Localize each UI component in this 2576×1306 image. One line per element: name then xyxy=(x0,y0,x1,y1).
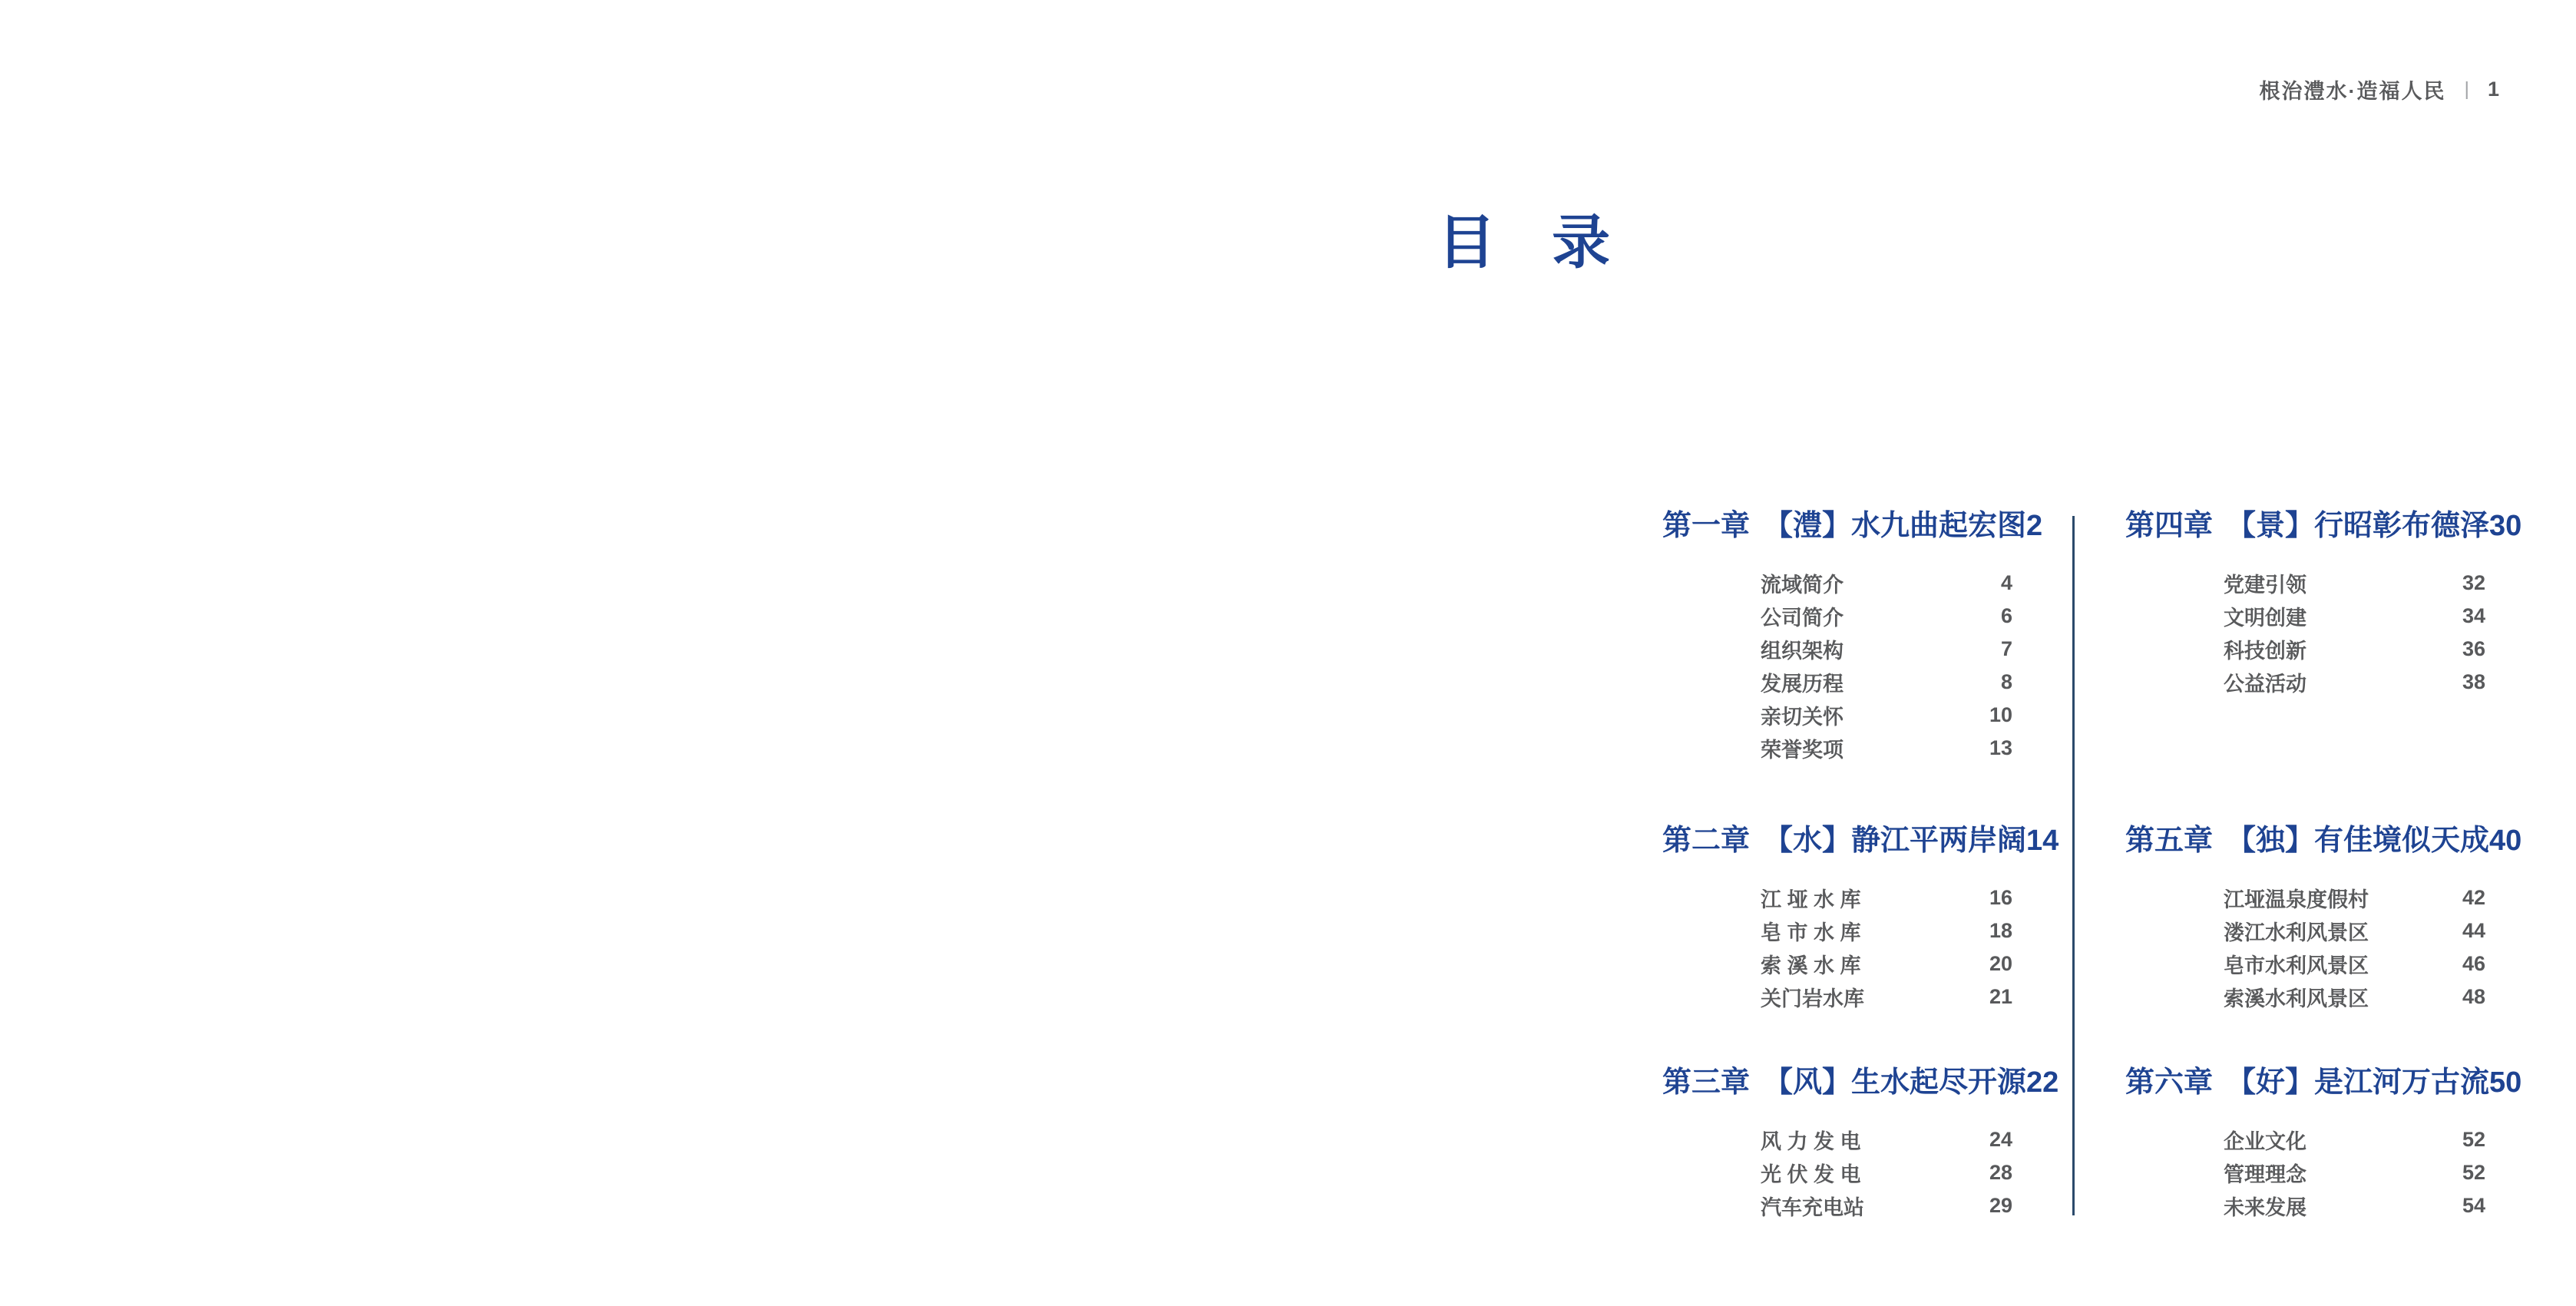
toc-item[interactable] xyxy=(1761,1123,2012,1156)
toc-item-page: 32 xyxy=(2462,571,2485,594)
toc-item-label: 索溪水利风景区 xyxy=(2224,987,2369,1010)
chapter-title: 【好】是江河万古流 xyxy=(2227,1066,2490,1099)
chapter-2-items xyxy=(1761,881,2012,1013)
toc-item-page: 16 xyxy=(1989,886,2012,909)
header-separator: | xyxy=(2464,78,2469,100)
brand-slogan: 根治澧水·造福人民 xyxy=(2259,80,2446,103)
toc-item-page: 21 xyxy=(1989,985,2012,1008)
chapter-label: 第五章 xyxy=(2125,825,2214,857)
chapter-group-4 xyxy=(2125,508,2522,699)
page-title: 目 录 xyxy=(1437,210,1612,276)
toc-item[interactable] xyxy=(2224,914,2485,947)
chapter-title: 【水】静江平两岸阔 xyxy=(1764,825,2027,857)
toc-item-page: 52 xyxy=(2462,1161,2485,1184)
chapter-label: 第四章 xyxy=(2125,510,2214,542)
chapter-page-number: 50 xyxy=(2489,1066,2522,1099)
toc-item[interactable] xyxy=(2224,567,2485,600)
toc-item-label: 管理理念 xyxy=(2224,1163,2306,1186)
toc-item-label: 索 溪 水 库 xyxy=(1761,954,1861,977)
toc-item[interactable] xyxy=(1761,732,2012,765)
toc-item-page: 28 xyxy=(1989,1161,2012,1184)
toc-item-label: 发展历程 xyxy=(1761,673,1844,696)
chapter-page-number: 2 xyxy=(2026,510,2043,542)
toc-item-label: 公司简介 xyxy=(1761,607,1844,630)
toc-item-page: 6 xyxy=(2000,604,2012,627)
toc-item-page: 18 xyxy=(1989,919,2012,942)
toc-item-page: 48 xyxy=(2462,985,2485,1008)
chapter-group-3 xyxy=(1662,1065,2059,1222)
toc-item-page: 54 xyxy=(2462,1194,2485,1217)
toc-item-label: 流域简介 xyxy=(1761,574,1844,597)
toc-item[interactable] xyxy=(2224,666,2485,699)
toc-item[interactable] xyxy=(1761,947,2012,980)
toc-item-page: 10 xyxy=(1989,703,2012,726)
chapter-title: 【独】有佳境似天成 xyxy=(2227,825,2490,857)
chapter-title: 【风】生水起尽开源 xyxy=(1764,1066,2027,1099)
toc-item-page: 7 xyxy=(2000,637,2012,660)
chapter-group-2 xyxy=(1662,823,2059,1013)
chapter-group-5 xyxy=(2125,823,2522,1013)
toc-item-label: 荣誉奖项 xyxy=(1761,739,1844,762)
toc-chapter-6-heading[interactable] xyxy=(2125,1065,2522,1100)
chapter-label: 第一章 xyxy=(1662,510,1751,542)
toc-item-page: 44 xyxy=(2462,919,2485,942)
toc-item[interactable] xyxy=(2224,1156,2485,1189)
toc-chapter-5-heading[interactable] xyxy=(2125,823,2522,858)
toc-item[interactable] xyxy=(2224,600,2485,633)
toc-item[interactable] xyxy=(1761,666,2012,699)
toc-item-label: 溇江水利风景区 xyxy=(2224,921,2369,944)
toc-chapter-2-heading[interactable] xyxy=(1662,823,2059,858)
toc-item-label: 皂 市 水 库 xyxy=(1761,921,1861,944)
chapter-group-6 xyxy=(2125,1065,2522,1222)
toc-item[interactable] xyxy=(1761,881,2012,914)
toc-item[interactable] xyxy=(2224,1123,2485,1156)
toc-item-label: 亲切关怀 xyxy=(1761,706,1844,729)
toc-chapter-4-heading[interactable] xyxy=(2125,508,2522,544)
toc-item[interactable] xyxy=(2224,633,2485,666)
toc-item-page: 8 xyxy=(2000,670,2012,693)
toc-item-page: 42 xyxy=(2462,886,2485,909)
toc-item[interactable] xyxy=(1761,567,2012,600)
toc-item[interactable] xyxy=(1761,1156,2012,1189)
toc-chapter-1-heading[interactable] xyxy=(1662,508,2043,544)
chapter-label: 第三章 xyxy=(1662,1066,1751,1099)
toc-item-page: 46 xyxy=(2462,952,2485,975)
toc-item-label: 汽车充电站 xyxy=(1761,1196,1864,1219)
chapter-page-number: 14 xyxy=(2026,825,2059,857)
toc-item[interactable] xyxy=(1761,914,2012,947)
toc-item-page: 36 xyxy=(2462,637,2485,660)
toc-item[interactable] xyxy=(1761,1189,2012,1222)
chapter-group-1 xyxy=(1662,508,2043,765)
toc-item-label: 江 垭 水 库 xyxy=(1761,888,1861,911)
toc-item[interactable] xyxy=(2224,1189,2485,1222)
toc-item[interactable] xyxy=(1761,980,2012,1013)
chapter-label: 第二章 xyxy=(1662,825,1751,857)
toc-item-page: 24 xyxy=(1989,1128,2012,1151)
toc-item-label: 光 伏 发 电 xyxy=(1761,1163,1861,1186)
toc-item-page: 13 xyxy=(1989,736,2012,759)
toc-item[interactable] xyxy=(1761,699,2012,732)
chapter-3-items xyxy=(1761,1123,2012,1222)
toc-item-page: 4 xyxy=(2000,571,2012,594)
toc-item-label: 组织架构 xyxy=(1761,640,1844,663)
toc-item[interactable] xyxy=(2224,980,2485,1013)
toc-item-label: 江垭温泉度假村 xyxy=(2224,888,2369,911)
chapter-label: 第六章 xyxy=(2125,1066,2214,1099)
toc-item-label: 皂市水利风景区 xyxy=(2224,954,2369,977)
toc-item-label: 文明创建 xyxy=(2224,607,2306,630)
toc-item-page: 52 xyxy=(2462,1128,2485,1151)
chapter-title: 【景】行昭彰布德泽 xyxy=(2227,510,2490,542)
toc-item[interactable] xyxy=(1761,633,2012,666)
chapter-page-number: 40 xyxy=(2489,825,2522,857)
header-page-number: 1 xyxy=(2487,78,2499,101)
toc-item[interactable] xyxy=(1761,600,2012,633)
toc-item-page: 29 xyxy=(1989,1194,2012,1217)
chapter-page-number: 22 xyxy=(2026,1066,2059,1099)
toc-item-page: 20 xyxy=(1989,952,2012,975)
toc-item-label: 关门岩水库 xyxy=(1761,987,1864,1010)
chapter-6-items xyxy=(2224,1123,2485,1222)
toc-item-page: 38 xyxy=(2462,670,2485,693)
toc-item-label: 公益活动 xyxy=(2224,673,2306,696)
toc-item-label: 企业文化 xyxy=(2224,1130,2306,1153)
toc-item-label: 风 力 发 电 xyxy=(1761,1130,1861,1153)
column-divider xyxy=(2072,516,2075,1215)
toc-item-label: 党建引领 xyxy=(2224,574,2306,597)
toc-chapter-3-heading[interactable] xyxy=(1662,1065,2059,1100)
toc-item-label: 科技创新 xyxy=(2224,640,2306,663)
chapter-4-items xyxy=(2224,567,2485,699)
toc-item[interactable] xyxy=(2224,947,2485,980)
running-header xyxy=(2259,74,2499,104)
chapter-5-items xyxy=(2224,881,2485,1013)
chapter-1-items xyxy=(1761,567,2012,765)
toc-item-page: 34 xyxy=(2462,604,2485,627)
toc-item-label: 未来发展 xyxy=(2224,1196,2306,1219)
chapter-page-number: 30 xyxy=(2489,510,2522,542)
chapter-title: 【澧】水九曲起宏图 xyxy=(1764,510,2027,542)
toc-item[interactable] xyxy=(2224,881,2485,914)
